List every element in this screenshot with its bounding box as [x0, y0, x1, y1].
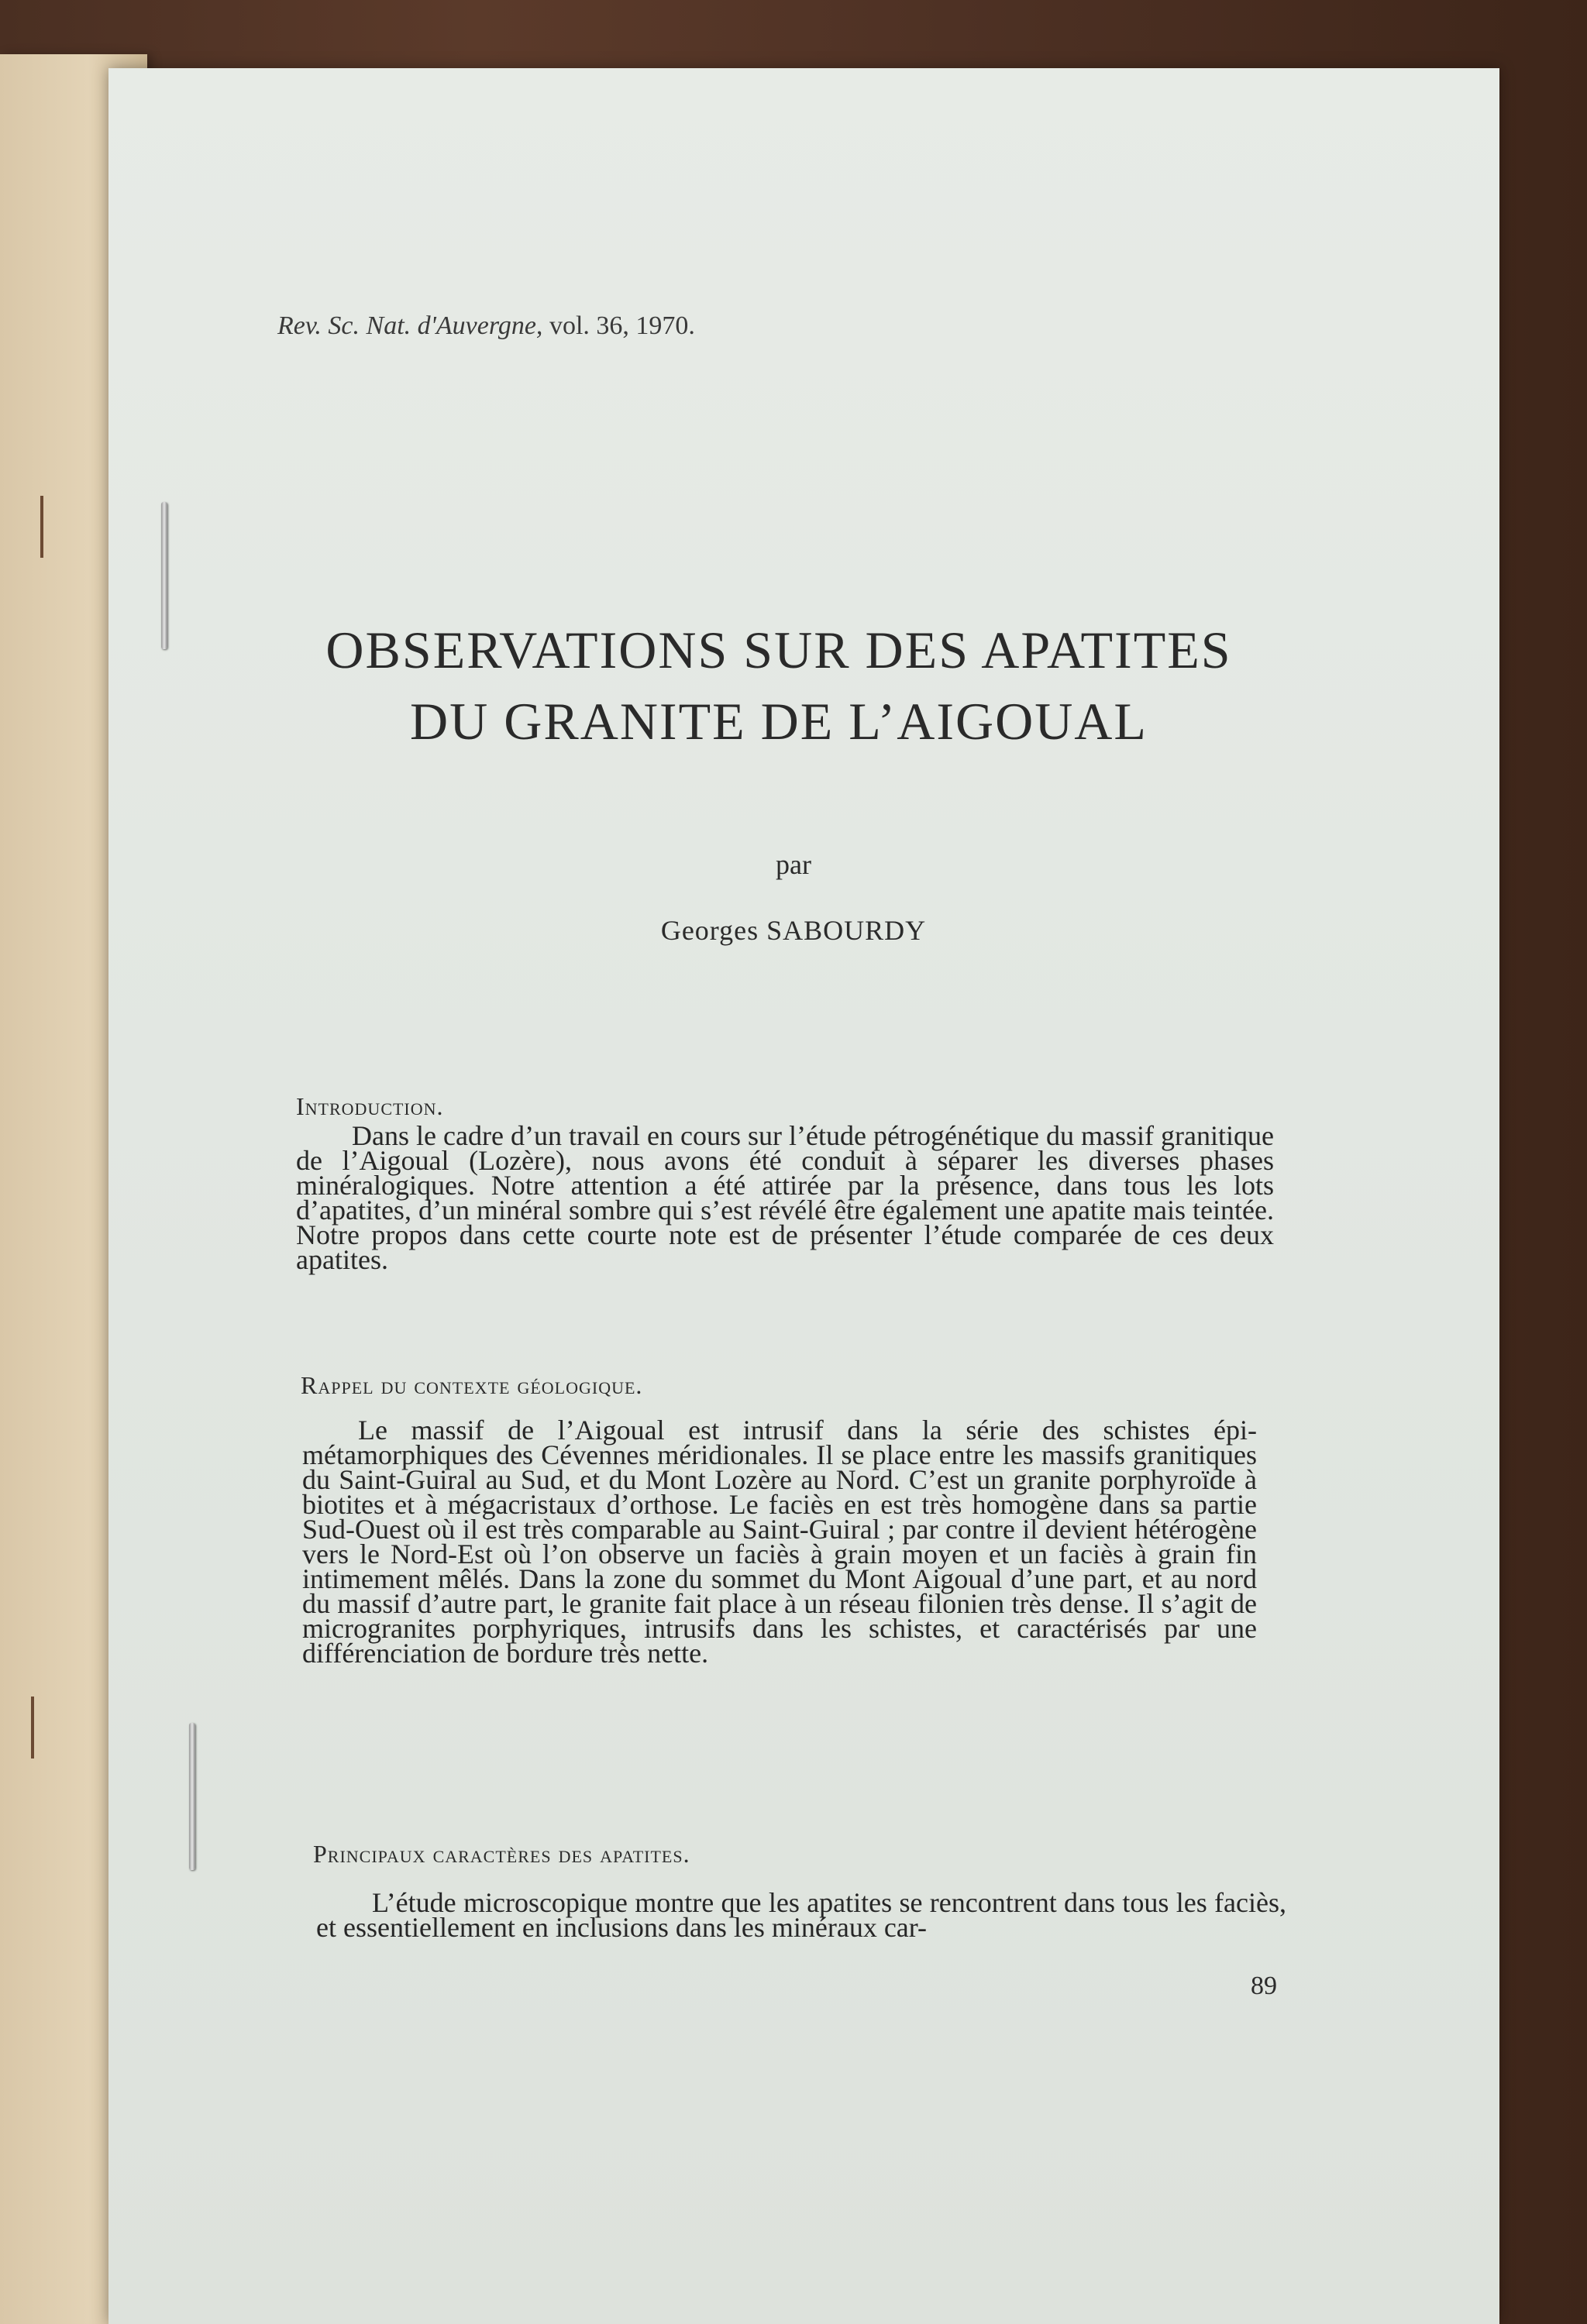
section-heading-principaux: Principaux caractères des apatites.: [313, 1840, 690, 1868]
byline-par: par: [776, 849, 811, 880]
staple: [161, 502, 167, 649]
section-body-introduction: [296, 1120, 1274, 1275]
journal-name: Rev. Sc. Nat. d'Auvergne,: [277, 311, 543, 340]
paragraph: Le massif de l’Aigoual est intrusif dans la série des schistes épi-métamorphiques des Cévennes méridionales. Il se place entre les massifs granitiques du Saint-Guiral au Sud, et du Mont Lozère au Nord. C’est un granite porphyroïde à biotites et à mégacristaux d’orthose. Le faciès en est très homogène dans sa partie Sud-Ouest où il est très comparable au Saint-Guiral ; par contre il devient hétérogène vers le Nord-Est où l’on observe un faciès à grain moyen et un faciès à grain fin intimement mêlés. Dans la zone du sommet du Mont Aigoual d’une part, et au nord du massif d’autre part, le granite fait place à un réseau filonien très dense. Il s’agit de microgranites porphyriques, intrusifs dans les schistes, et caractérisés par une différenciation de bordure très nette.: [302, 1415, 1257, 1669]
author-name: Georges SABOURDY: [660, 915, 927, 946]
section-heading-introduction: Introduction.: [296, 1092, 444, 1120]
paragraph: L’étude microscopique montre que les apatites se rencontrent dans tous les faciès, et essentiellement en inclusions dans les minéraux car-: [316, 1887, 1286, 1943]
section-heading-rappel: Rappel du contexte géologique.: [301, 1371, 643, 1399]
page-number: 89: [1251, 1972, 1277, 2000]
journal-issue: vol. 36, 1970.: [549, 311, 695, 340]
article-title-line-2: DU GRANITE DE L’AIGOUAL: [410, 692, 1148, 751]
article-title-line-1: OBSERVATIONS SUR DES APATITES: [325, 621, 1232, 679]
section-body-principaux: [316, 1887, 1286, 1943]
staple-slot: [31, 1697, 34, 1758]
staple-slot: [40, 496, 43, 558]
staple: [189, 1723, 195, 1870]
journal-citation: [277, 311, 695, 341]
paragraph: Dans le cadre d’un travail en cours sur l’étude pétrogénétique du massif granitique de l’Aigoual (Lozère), nous avons été conduit à séparer les diverses phases minéralogiques. Notre attention a été attirée par la présence, dans tous les lots d’apatites, d’un minéral sombre qui s’est révélé être également une apatite mais teintée. Notre propos dans cette courte note est de présenter l’étude comparée de ces deux apatites.: [296, 1120, 1274, 1275]
section-body-rappel: [302, 1415, 1257, 1669]
